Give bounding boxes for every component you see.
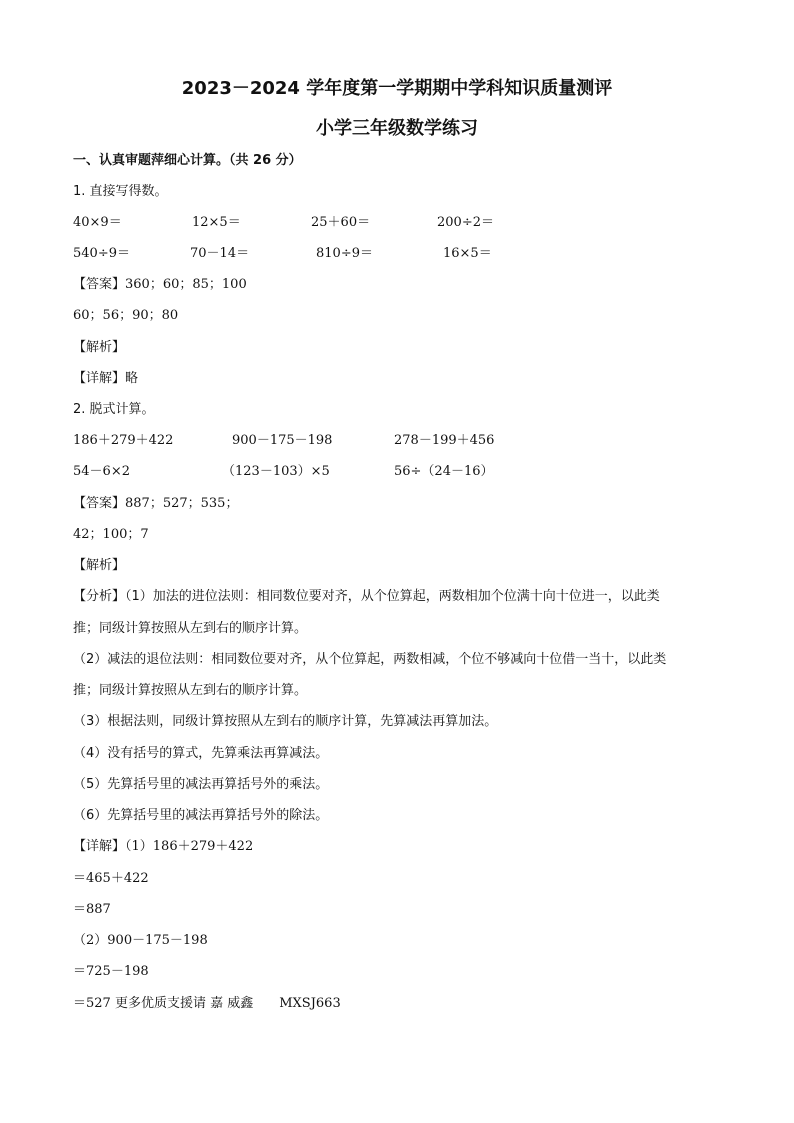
q2-fenxi-6: （6）先算括号里的减法再算括号外的除法。	[73, 808, 329, 823]
q2-fenxi-3: （3）根据法则，同级计算按照从左到右的顺序计算，先算减法再算加法。	[73, 714, 498, 729]
q2-fenxi-2b: 推；同级计算按照从左到右的顺序计算。	[73, 683, 308, 698]
q2-answer	[73, 495, 238, 513]
detail-tag: 【详解】	[73, 371, 126, 386]
q2-analysis-tag: 【解析】	[73, 558, 126, 573]
q1-expr-8: 16×5＝	[443, 246, 492, 261]
section-heading: 一、认真审题萍细心计算。（共 26 分）	[73, 153, 302, 168]
q1-answer-values-1: 360；60；85；100	[125, 277, 247, 292]
q2-expr-1: 186＋279＋422	[73, 433, 174, 448]
answer-tag: 【答案】	[73, 496, 126, 511]
q2-fenxi-5: （5）先算括号里的减法再算括号外的乘法。	[73, 777, 329, 792]
detail-1-expr: （1）186＋279＋422	[125, 839, 254, 854]
q1-analysis-tag: 【解析】	[73, 340, 126, 355]
q2-detail-2-step2	[73, 995, 341, 1013]
q1-expr-5: 540÷9＝	[73, 246, 130, 261]
q1-expr-7: 810÷9＝	[316, 246, 373, 261]
q2-detail-2: （2）900－175－198	[73, 933, 208, 948]
q1-expr-2: 12×5＝	[192, 215, 241, 230]
q1-answer	[73, 276, 247, 294]
q2-fenxi-2a: （2）减法的退位法则：相同数位要对齐，从个位算起，两数相减，个位不够减向十位借一当十，以此类	[73, 652, 667, 667]
q1-expr-3: 25＋60＝	[311, 215, 371, 230]
q2-expr-2: 900－175－198	[232, 433, 333, 448]
question-1-prompt: 1. 直接写得数。	[73, 184, 168, 199]
watermark-code: MXSJ663	[279, 996, 341, 1011]
q1-expr-6: 70－14＝	[190, 246, 250, 261]
q2-fenxi-1b: 推；同级计算按照从左到右的顺序计算。	[73, 621, 308, 636]
document-subtitle: 小学三年级数学练习	[316, 118, 478, 139]
q2-detail-2-step1: ＝725－198	[73, 964, 149, 979]
q2-fenxi-4: （4）没有括号的算式，先算乘法再算减法。	[73, 746, 329, 761]
q2-detail-1	[73, 838, 253, 856]
detail-tag: 【详解】	[73, 839, 126, 854]
document-title: 2023－2024 学年度第一学期期中学科知识质量测评	[181, 78, 613, 99]
fenxi-text-1a: （1）加法的进位法则：相同数位要对齐，从个位算起，两数相加个位满十向十位进一，以此类	[125, 589, 660, 604]
q2-fenxi-1a	[73, 588, 660, 606]
question-2-prompt: 2. 脱式计算。	[73, 402, 155, 417]
q2-answer-values-1: 887；527；535；	[125, 496, 239, 511]
answer-tag: 【答案】	[73, 277, 126, 292]
q1-expr-4: 200÷2＝	[437, 215, 494, 230]
q1-detail	[73, 370, 138, 388]
q2-expr-3: 278－199＋456	[394, 433, 495, 448]
q2-expr-6: 56÷（24－16）	[394, 464, 494, 479]
q2-expr-4: 54－6×2	[73, 464, 130, 479]
q2-detail-1-step1: ＝465＋422	[73, 871, 149, 886]
q2-expr-5: （123－103）×5	[222, 464, 330, 479]
fenxi-tag: 【分析】	[73, 589, 126, 604]
q2-answer-values-2: 42；100；7	[73, 527, 149, 542]
detail-2-step2-text: ＝527 更多优质支援请 嘉 威鑫	[73, 996, 254, 1011]
q1-answer-values-2: 60；56；90；80	[73, 308, 179, 323]
q2-detail-1-step2: ＝887	[73, 902, 111, 917]
q1-expr-1: 40×9＝	[73, 215, 122, 230]
q1-detail-text: 略	[125, 371, 139, 386]
